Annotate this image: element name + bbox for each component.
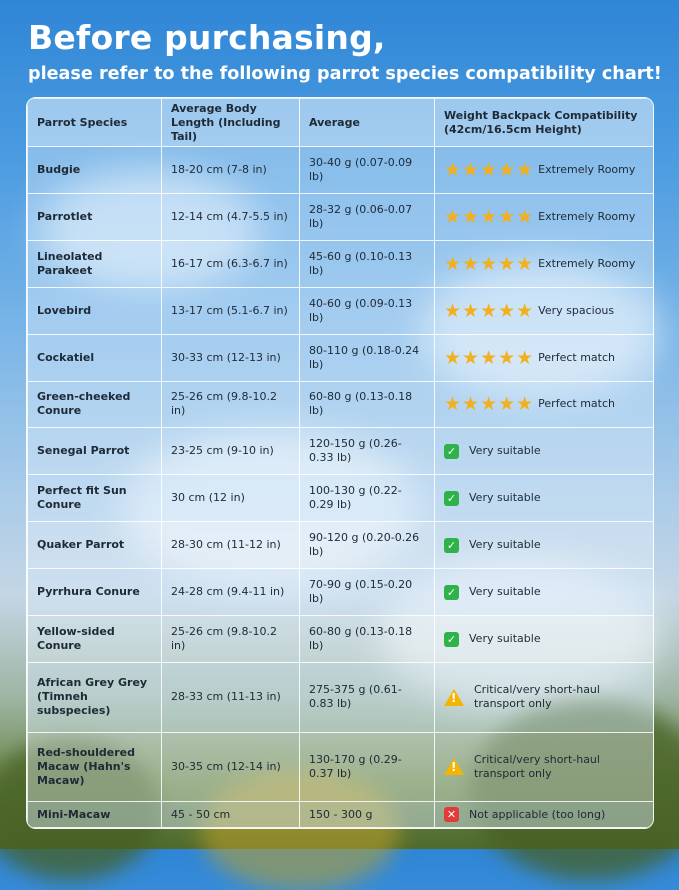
- star-rating-icon: ★★★★★: [444, 158, 535, 181]
- check-icon: ✓: [444, 491, 459, 506]
- table-row: [28, 475, 654, 522]
- compat-label: Perfect match: [538, 397, 615, 411]
- cell-compat: [435, 662, 654, 732]
- table-row: [28, 334, 654, 381]
- cell-weight: 130-170 g (0.29-0.37 lb): [300, 732, 435, 802]
- compat-label: Very suitable: [469, 491, 541, 505]
- cell-length: 25-26 cm (9.8-10.2 in): [162, 616, 300, 663]
- cell-species: Lineolated Parakeet: [28, 240, 162, 287]
- cell-weight: 100-130 g (0.22-0.29 lb): [300, 475, 435, 522]
- cell-weight: 60-80 g (0.13-0.18 lb): [300, 616, 435, 663]
- cell-compat: [435, 616, 654, 663]
- star-rating-icon: ★★★★★: [444, 205, 535, 228]
- check-icon: ✓: [444, 585, 459, 600]
- cell-species: Mini-Macaw: [28, 802, 162, 828]
- table-row: [28, 616, 654, 663]
- cell-length: 12-14 cm (4.7-5.5 in): [162, 193, 300, 240]
- compat-label: Very suitable: [469, 632, 541, 646]
- cell-length: 25-26 cm (9.8-10.2 in): [162, 381, 300, 428]
- cell-species: Lovebird: [28, 287, 162, 334]
- table-row: [28, 240, 654, 287]
- warning-icon: [444, 758, 464, 775]
- header-weight: Average: [300, 99, 435, 147]
- cell-compat: [435, 147, 654, 194]
- cell-species: Yellow-sided Conure: [28, 616, 162, 663]
- cell-length: 28-33 cm (11-13 in): [162, 662, 300, 732]
- cell-weight: 90-120 g (0.20-0.26 lb): [300, 522, 435, 569]
- table-row: [28, 381, 654, 428]
- cell-weight: 60-80 g (0.13-0.18 lb): [300, 381, 435, 428]
- table-row: [28, 147, 654, 194]
- header-compat: Weight Backpack Compatibility (42cm/16.5cm Height): [435, 99, 654, 147]
- header-species: Parrot Species: [28, 99, 162, 147]
- cell-weight: 120-150 g (0.26-0.33 lb): [300, 428, 435, 475]
- cell-compat: [435, 193, 654, 240]
- cell-weight: 40-60 g (0.09-0.13 lb): [300, 287, 435, 334]
- compat-label: Extremely Roomy: [538, 209, 636, 223]
- check-icon: ✓: [444, 538, 459, 553]
- check-icon: ✓: [444, 444, 459, 459]
- page-title: Before purchasing,: [28, 18, 386, 57]
- cell-compat: [435, 334, 654, 381]
- cell-species: Senegal Parrot: [28, 428, 162, 475]
- cell-length: 28-30 cm (11-12 in): [162, 522, 300, 569]
- cell-compat: [435, 569, 654, 616]
- cell-compat: [435, 475, 654, 522]
- cell-species: Budgie: [28, 147, 162, 194]
- check-icon: ✓: [444, 632, 459, 647]
- compat-label: Extremely Roomy: [538, 256, 636, 270]
- cell-length: 24-28 cm (9.4-11 in): [162, 569, 300, 616]
- cell-species: Cockatiel: [28, 334, 162, 381]
- cell-length: 30-35 cm (12-14 in): [162, 732, 300, 802]
- cell-weight: 30-40 g (0.07-0.09 lb): [300, 147, 435, 194]
- cell-compat: [435, 240, 654, 287]
- cell-species: Quaker Parrot: [28, 522, 162, 569]
- table-row: [28, 802, 654, 828]
- cell-weight: 45-60 g (0.10-0.13 lb): [300, 240, 435, 287]
- table-header-row: [28, 99, 654, 147]
- cell-compat: [435, 381, 654, 428]
- cell-compat: [435, 428, 654, 475]
- table-body: [28, 147, 654, 828]
- cell-species: African Grey Grey (Timneh subspecies): [28, 662, 162, 732]
- cell-weight: 150 - 300 g: [300, 802, 435, 828]
- compat-label: Perfect match: [538, 350, 615, 364]
- cell-species: Red-shouldered Macaw (Hahn's Macaw): [28, 732, 162, 802]
- compat-label: Very suitable: [469, 585, 541, 599]
- compat-label: Critical/very short-haul transport only: [474, 683, 600, 711]
- compat-label: Very suitable: [469, 538, 541, 552]
- cell-species: Pyrrhura Conure: [28, 569, 162, 616]
- table-row: [28, 662, 654, 732]
- cell-compat: [435, 287, 654, 334]
- star-rating-icon: ★★★★★: [444, 299, 535, 322]
- header-length: Average Body Length (Including Tail): [162, 99, 300, 147]
- compat-label: Extremely Roomy: [538, 162, 636, 176]
- cell-species: Parrotlet: [28, 193, 162, 240]
- star-rating-icon: ★★★★★: [444, 393, 535, 416]
- cell-length: 30 cm (12 in): [162, 475, 300, 522]
- cell-species: Perfect fit Sun Conure: [28, 475, 162, 522]
- compat-label: Very spacious: [538, 303, 615, 317]
- compat-label: Not applicable (too long): [469, 807, 606, 821]
- cell-length: 16-17 cm (6.3-6.7 in): [162, 240, 300, 287]
- cell-length: 13-17 cm (5.1-6.7 in): [162, 287, 300, 334]
- cell-weight: 275-375 g (0.61-0.83 lb): [300, 662, 435, 732]
- cell-length: 18-20 cm (7-8 in): [162, 147, 300, 194]
- table-row: [28, 193, 654, 240]
- cell-compat: [435, 522, 654, 569]
- compat-label: Very suitable: [469, 444, 541, 458]
- table-row: [28, 522, 654, 569]
- compat-label: Critical/very short-haul transport only: [474, 752, 600, 780]
- star-rating-icon: ★★★★★: [444, 346, 535, 369]
- x-icon: ✕: [444, 807, 459, 822]
- page-subtitle: please refer to the following parrot species compatibility chart!: [28, 64, 662, 84]
- cell-weight: 80-110 g (0.18-0.24 lb): [300, 334, 435, 381]
- star-rating-icon: ★★★★★: [444, 252, 535, 275]
- cell-length: 45 - 50 cm: [162, 802, 300, 828]
- cell-species: Green-cheeked Conure: [28, 381, 162, 428]
- cell-compat: [435, 802, 654, 828]
- cell-compat: [435, 732, 654, 802]
- compatibility-table: [26, 97, 654, 829]
- table-row: [28, 287, 654, 334]
- warning-icon: [444, 689, 464, 706]
- table-row: [28, 732, 654, 802]
- table-row: [28, 569, 654, 616]
- cell-length: 30-33 cm (12-13 in): [162, 334, 300, 381]
- table-row: [28, 428, 654, 475]
- cell-weight: 28-32 g (0.06-0.07 lb): [300, 193, 435, 240]
- cell-length: 23-25 cm (9-10 in): [162, 428, 300, 475]
- cell-weight: 70-90 g (0.15-0.20 lb): [300, 569, 435, 616]
